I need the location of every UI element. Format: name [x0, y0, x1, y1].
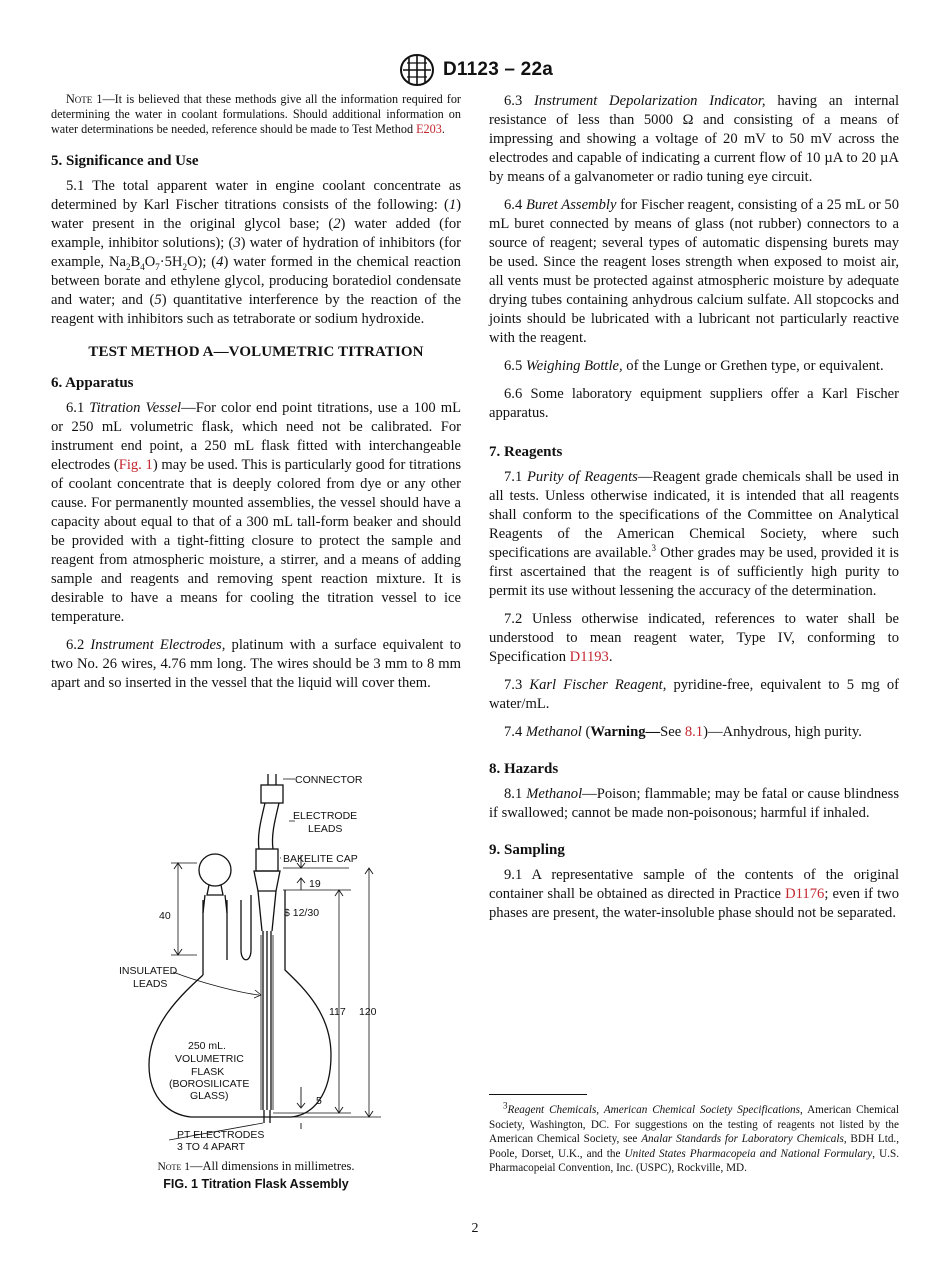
label-dim-120: 120 [359, 1006, 377, 1018]
paragraph-5-1: 5.1 The total apparent water in engine coolant concentrate as determined by Karl Fischer titrations consists of the following: (1) water present in the original glycol base; (2) water added (for example, inhibitor solutions); (3) water of hydration of inhibitors (for example, $Na_2B_4O_7\cdot 5H_2O$); (4) water formed in the chemical reaction between borate and ethylene glycol, producing boratediol condensate and water; and (5) quantitative interference by the reaction of the reagent with inhibitors such as tetraborate or sodium hydroxide. [51, 177, 461, 327]
figure-note-text: —All dimensions in millimetres. [189, 1159, 355, 1173]
page-number: 2 [471, 1221, 479, 1236]
paragraph-8-1: 8.1 Methanol—Poison; flammable; may be fatal or cause blindness if swallowed; cannot be made non-poisonous; harmful if inhaled. [489, 786, 900, 821]
note-end: . [441, 122, 445, 137]
test-method-a-title: TEST METHOD A—VOLUMETRIC TITRATION [88, 343, 424, 360]
paragraph-6-6: 6.6 Some laboratory equipment suppliers offer a Karl Fischer apparatus. [489, 386, 899, 421]
figure-note [51, 1159, 461, 1174]
ref-e203-link[interactable]: E203 [416, 122, 442, 137]
label-flask-2: VOLUMETRIC [175, 1053, 244, 1065]
label-insulated-1: INSULATED [119, 965, 178, 977]
paragraph-7-3: 7.3 Karl Fischer Reagent, pyridine-free, equivalent to 5 mg of water/mL. [489, 677, 900, 712]
note-label: Note 1 [66, 92, 103, 106]
label-taper: $ 12/30 [284, 907, 320, 919]
left-column [51, 92, 461, 702]
document-number: D1123 – 22a [443, 59, 553, 80]
section-5-title: 5. Significance and Use [51, 152, 199, 169]
section-9-title: 9. Sampling [489, 842, 565, 858]
titration-flask-diagram [51, 765, 461, 1155]
label-pt-electrodes-1: PT ELECTRODES [177, 1129, 265, 1141]
label-flask-3: FLASK [191, 1066, 225, 1078]
label-flask-5: GLASS) [190, 1090, 229, 1102]
label-electrode-leads-2: LEADS [308, 823, 343, 835]
note-1 [51, 92, 461, 138]
figure-1 [51, 765, 461, 1155]
paragraph-6-3: 6.3 Instrument Depolarization Indicator, having an internal resistance of less than 5000 Ω and consisting of a means of impressing and showing a voltage of 20 mV to 50 mV across the electrodes and capable of indicating a current flow of 10 µA to 20 µA by means of a galvanometer or radio tuning eye circuit. [489, 93, 899, 185]
paragraph-7-4: 7.4 Methanol (Warning—See 8.1)—Anhydrous, high purity. [504, 724, 862, 740]
paragraph-6-1: 6.1 Titration Vessel—For color end point titrations, use a 100 mL or 250 mL volumetric flask, which need not be calibrated. For instrument end point, a 250 mL flask fitted with interchangeable electrodes (Fig. 1) may be used. This is particularly good for titrations of coolant concentrate that is deeply colored from dye or any other cause. For permanently mounted assemblies, the vessel should have a capacity about equal to that of a 300 mL tall-form beaker and should be provided with a tight-fitting closure to protect the sample and reagent from atmospheric moisture, a stirrer, and a means of adding sample and reagents and removing spent reaction mixture. It is desirable to have a means for cooling the titration vessel to ice temperature. [51, 399, 462, 625]
paragraph-6-4: 6.4 Buret Assembly for Fischer reagent, consisting of a 25 mL or 50 mL buret connected by means of glass (not rubber) connectors to a source of reagent; several types of automatic dispensing burets may be used. Since the reagent loses strength when exposed to moist air, all vents must be protected against atmospheric moisture by adequate drying tubes containing anhydrous calcium sulfate. All stopcocks and joints should be lubricated with a lubricant not particularly reactive with the reagent. [489, 197, 900, 346]
label-dim-40: 40 [159, 910, 171, 922]
paragraph-7-2: 7.2 Unless otherwise indicated, references to water shall be understood to mean reagent water, Type IV, conforming to Specification D1193. [489, 611, 899, 665]
right-column [489, 92, 899, 932]
footnote-rule [489, 1094, 587, 1095]
section-6-title: 6. Apparatus [51, 374, 134, 391]
paragraph-9-1: 9.1 A representative sample of the contents of the original container shall be obtained as directed in Practice D1176; even if two phases are present, the water-insoluble phase should not be separated. [489, 867, 899, 921]
label-bakelite-cap: BAKELITE CAP [283, 853, 358, 865]
ref-8-1-link[interactable]: 8.1 [684, 724, 704, 740]
section-8-title: 8. Hazards [489, 761, 559, 777]
label-flask-4: (BOROSILICATE [169, 1078, 250, 1090]
label-dim-19: 19 [309, 878, 321, 890]
label-connector: CONNECTOR [295, 774, 363, 786]
label-dim-117: 117 [329, 1006, 346, 1018]
label-insulated-2: LEADS [133, 978, 168, 990]
ref-fig1-link[interactable]: Fig. 1 [118, 456, 153, 473]
paragraph-6-2: 6.2 Instrument Electrodes, platinum with a surface equivalent to two No. 26 wires, 4.76 mm long. The wires should be 3 mm to 8 mm apart and so inserted in the vessel that the liquid will cover them. [51, 636, 461, 691]
figure-note-label: Note 1 [157, 1161, 190, 1173]
label-flask-1: 250 mL. [188, 1040, 226, 1052]
ref-d1176-link[interactable]: D1176 [785, 886, 825, 902]
label-dim-5: 5 [316, 1095, 322, 1107]
label-pt-electrodes-2: 3 TO 4 APART [177, 1141, 246, 1153]
footnote-3: $^3$Reagent Chemicals, American Chemical Society Specifications, American Chemical Society, Washington, DC. For suggestions on the testing of reagents not listed by the American Chemical Society, see Analar Standards for Laboratory Chemicals, BDH Ltd., Poole, Dorset, U.K., and the United States Pharmacopeia and National Formulary, U.S. Pharmacopeial Convention, Inc. (USPC), Rockville, MD. [489, 1100, 900, 1175]
figure-caption: FIG. 1 Titration Flask Assembly [163, 1177, 349, 1191]
astm-logo-icon [397, 53, 437, 87]
note-text: —It is believed that these methods give all the information required for determining the water in coolant formulations. Should additional information on water determinations be needed, reference should be made to Test Method [51, 92, 461, 137]
paragraph-7-1: 7.1 Purity of Reagents—Reagent grade chemicals shall be used in all tests. Unless otherwise indicated, it is intended that all reagents shall conform to the specifications of the Committee on Analytical Reagents of the American Chemical Society, where such specifications are available.$^3$ Other grades may be used, provided it is first ascertained that the reagent is of sufficiently high purity to permit its use without lessening the accuracy of the determination. [489, 469, 899, 599]
page-header [0, 52, 950, 88]
paragraph-6-5: 6.5 Weighing Bottle, of the Lunge or Grethen type, or equivalent. [504, 358, 884, 374]
section-7-title: 7. Reagents [489, 444, 563, 460]
ref-d1193-link[interactable]: D1193 [569, 649, 609, 665]
label-electrode-leads-1: ELECTRODE [293, 810, 358, 822]
